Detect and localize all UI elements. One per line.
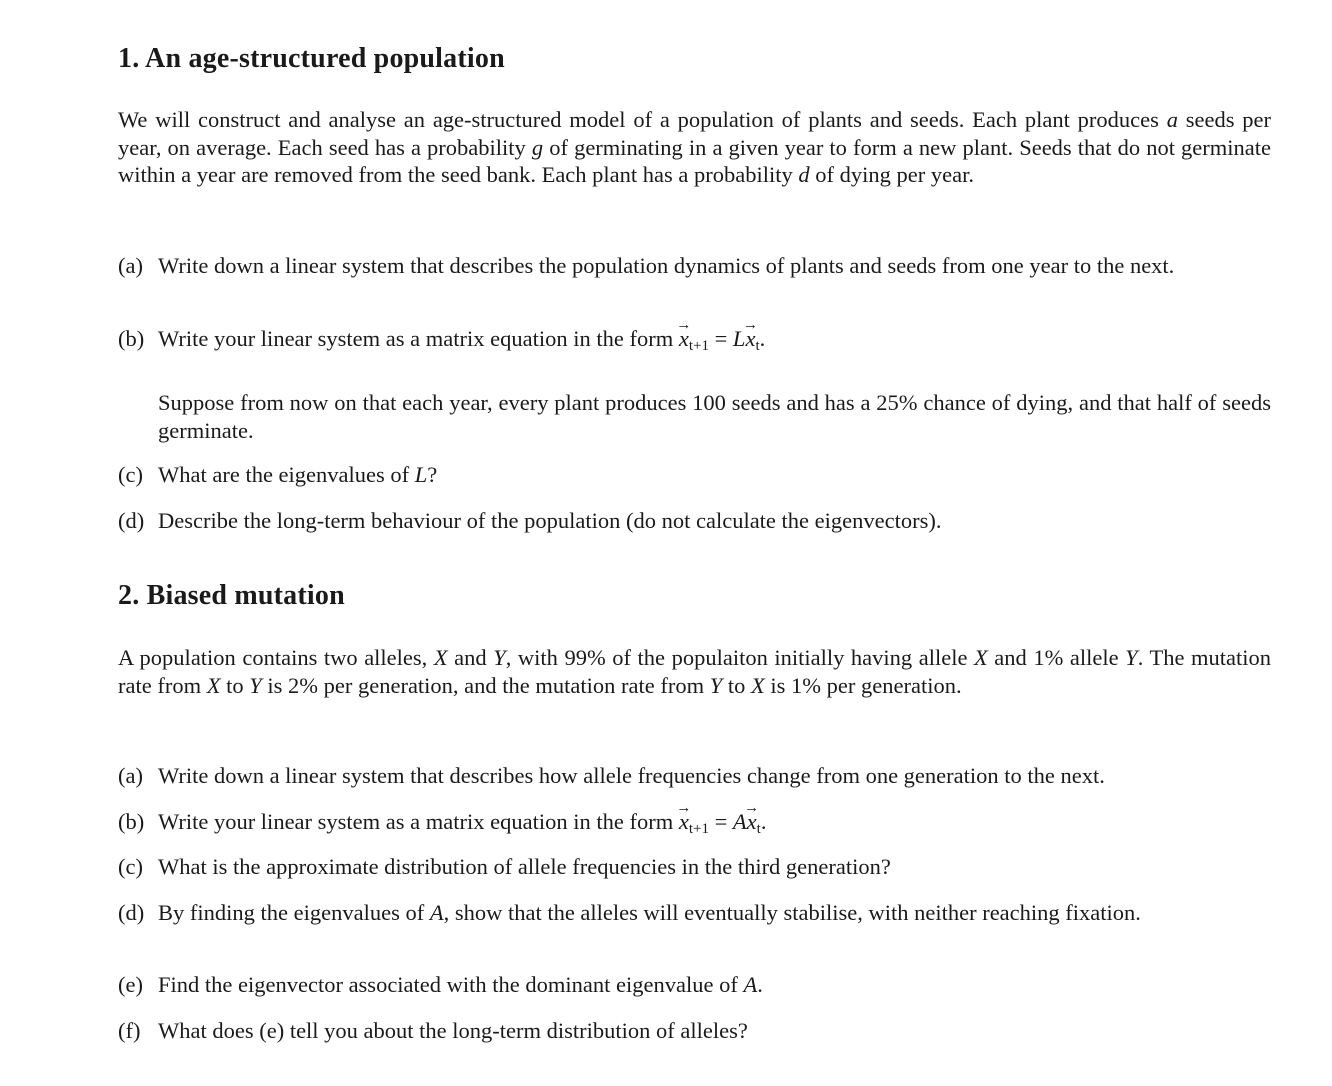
question-text: By finding the eigenvalues of A, show that the alleles will eventually stabilise, with neither reaching fixation. (158, 900, 1141, 925)
s1-suppose-note: Suppose from now on that each year, every plant produces 100 seeds and has a 25% chance of dying, and that half of seeds germinate. (158, 390, 1271, 443)
question-label: (b) (118, 809, 145, 834)
question-text: Describe the long-term behaviour of the population (do not calculate the eigenvectors). (158, 508, 942, 533)
section-1-title: 1. An age-structured population (118, 43, 505, 74)
s2-question-d (118, 899, 1271, 927)
s1-question-a (118, 252, 1271, 280)
question-label: (c) (118, 854, 143, 879)
s2-question-a (118, 762, 1271, 790)
question-label: (a) (118, 253, 143, 278)
section-1-intro: We will construct and analyse an age-structured model of a population of plants and seeds. Each plant produces a seeds per year, on average. Each seed has a probability g of germinating in a given year to form a new plant. Seeds that do not germinate within a year are removed from the seed bank. Each plant has a probability d of dying per year. (118, 107, 1271, 187)
question-label: (a) (118, 763, 143, 788)
question-label: (e) (118, 972, 143, 997)
s2-question-e (118, 971, 1271, 999)
question-text: What is the approximate distribution of allele frequencies in the third generation? (158, 854, 891, 879)
question-text: What does (e) tell you about the long-term distribution of alleles? (158, 1018, 748, 1043)
section-2-intro: A population contains two alleles, X and Y, with 99% of the populaiton initially having allele X and 1% allele Y. The mutation rate from X to Y is 2% per generation, and the mutation rate from Y to X is 1% per generation. (118, 645, 1271, 698)
s2-question-c (118, 853, 1271, 881)
question-text: Write down a linear system that describes the population dynamics of plants and seeds from one year to the next. (158, 253, 1175, 278)
s2-question-f (118, 1017, 1271, 1045)
question-text: Write down a linear system that describes how allele frequencies change from one generation to the next. (158, 763, 1105, 788)
question-label: (d) (118, 508, 145, 533)
s2-question-b (118, 808, 1271, 836)
question-label: (c) (118, 462, 143, 487)
s1-question-b (118, 325, 1271, 353)
section-2-title: 2. Biased mutation (118, 580, 345, 611)
question-text: Find the eigenvector associated with the dominant eigenvalue of A. (158, 972, 763, 997)
question-text: Write your linear system as a matrix equation in the form → $x_{t+1} = A\to x_t$. (158, 808, 1271, 836)
question-label: (b) (118, 326, 145, 351)
question-label: (d) (118, 900, 145, 925)
question-text: What are the eigenvalues of L? (158, 462, 438, 487)
question-text: Write your linear system as a matrix equation in the form → $x_{t+1} = L\to x_t$. (158, 325, 1271, 353)
s1-question-c (118, 461, 1271, 489)
s1-question-d (118, 507, 1271, 535)
question-label: (f) (118, 1018, 141, 1043)
